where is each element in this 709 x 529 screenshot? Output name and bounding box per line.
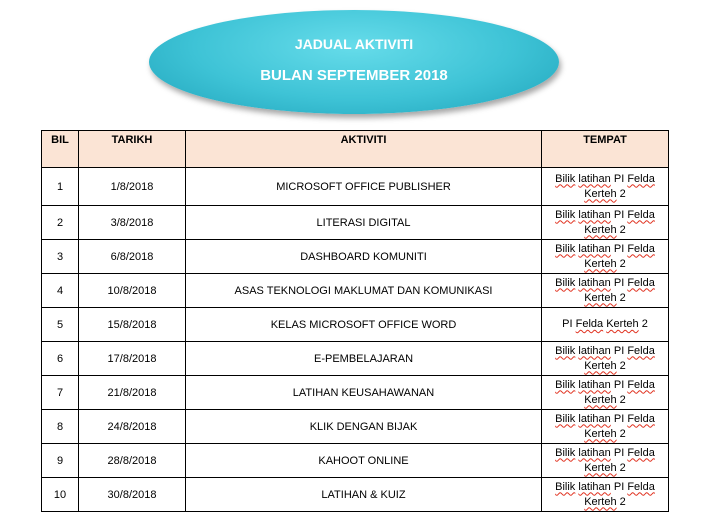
cell-aktiviti: KLIK DENGAN BIJAK xyxy=(186,410,542,444)
table-header-row xyxy=(42,131,669,168)
cell-tempat: Bilik latihan PI Felda Kerteh 2 xyxy=(542,206,669,240)
cell-tarikh: 30/8/2018 xyxy=(79,478,186,512)
header-bil: BIL xyxy=(42,131,79,168)
cell-tempat: Bilik latihan PI Felda Kerteh 2 xyxy=(542,376,669,410)
title-line-1: JADUAL AKTIVITI xyxy=(294,36,414,52)
table-row xyxy=(42,274,669,308)
title-line-2: BULAN SEPTEMBER 2018 xyxy=(260,67,448,84)
cell-tarikh: 17/8/2018 xyxy=(79,342,186,376)
cell-aktiviti: ASAS TEKNOLOGI MAKLUMAT DAN KOMUNIKASI xyxy=(186,274,542,308)
cell-aktiviti: DASHBOARD KOMUNITI xyxy=(186,240,542,274)
cell-aktiviti: E-PEMBELAJARAN xyxy=(186,342,542,376)
cell-bil: 1 xyxy=(42,168,79,206)
cell-aktiviti: LITERASI DIGITAL xyxy=(186,206,542,240)
table-row xyxy=(42,444,669,478)
cell-tempat: Bilik latihan PI Felda Kerteh 2 xyxy=(542,168,669,206)
cell-bil: 5 xyxy=(42,308,79,342)
table-row xyxy=(42,342,669,376)
cell-aktiviti: MICROSOFT OFFICE PUBLISHER xyxy=(186,168,542,206)
cell-tarikh: 21/8/2018 xyxy=(79,376,186,410)
cell-bil: 2 xyxy=(42,206,79,240)
cell-tarikh: 28/8/2018 xyxy=(79,444,186,478)
cell-bil: 10 xyxy=(42,478,79,512)
title-ellipse xyxy=(149,10,559,114)
cell-bil: 4 xyxy=(42,274,79,308)
table-row xyxy=(42,478,669,512)
cell-tempat: Bilik latihan PI Felda Kerteh 2 xyxy=(542,274,669,308)
cell-tarikh: 1/8/2018 xyxy=(79,168,186,206)
table-row xyxy=(42,410,669,444)
cell-tempat: Bilik latihan PI Felda Kerteh 2 xyxy=(542,410,669,444)
cell-tarikh: 10/8/2018 xyxy=(79,274,186,308)
cell-tempat: Bilik latihan PI Felda Kerteh 2 xyxy=(542,342,669,376)
table-row xyxy=(42,206,669,240)
cell-aktiviti: LATIHAN KEUSAHAWANAN xyxy=(186,376,542,410)
header-tarikh: TARIKH xyxy=(79,131,186,168)
cell-bil: 8 xyxy=(42,410,79,444)
cell-tarikh: 24/8/2018 xyxy=(79,410,186,444)
cell-aktiviti: KELAS MICROSOFT OFFICE WORD xyxy=(186,308,542,342)
table-row xyxy=(42,240,669,274)
cell-bil: 9 xyxy=(42,444,79,478)
header-tempat: TEMPAT xyxy=(542,131,669,168)
cell-tarikh: 6/8/2018 xyxy=(79,240,186,274)
header-aktiviti: AKTIVITI xyxy=(186,131,542,168)
schedule-table xyxy=(41,130,669,512)
cell-bil: 7 xyxy=(42,376,79,410)
table-row xyxy=(42,376,669,410)
table-row xyxy=(42,308,669,342)
cell-bil: 6 xyxy=(42,342,79,376)
cell-tempat: Bilik latihan PI Felda Kerteh 2 xyxy=(542,444,669,478)
cell-aktiviti: LATIHAN & KUIZ xyxy=(186,478,542,512)
cell-tarikh: 3/8/2018 xyxy=(79,206,186,240)
cell-aktiviti: KAHOOT ONLINE xyxy=(186,444,542,478)
cell-bil: 3 xyxy=(42,240,79,274)
cell-tarikh: 15/8/2018 xyxy=(79,308,186,342)
cell-tempat: Bilik latihan PI Felda Kerteh 2 xyxy=(542,478,669,512)
cell-tempat: Bilik latihan PI Felda Kerteh 2 xyxy=(542,240,669,274)
table-row xyxy=(42,168,669,206)
cell-tempat: PI Felda Kerteh 2 xyxy=(542,308,669,342)
